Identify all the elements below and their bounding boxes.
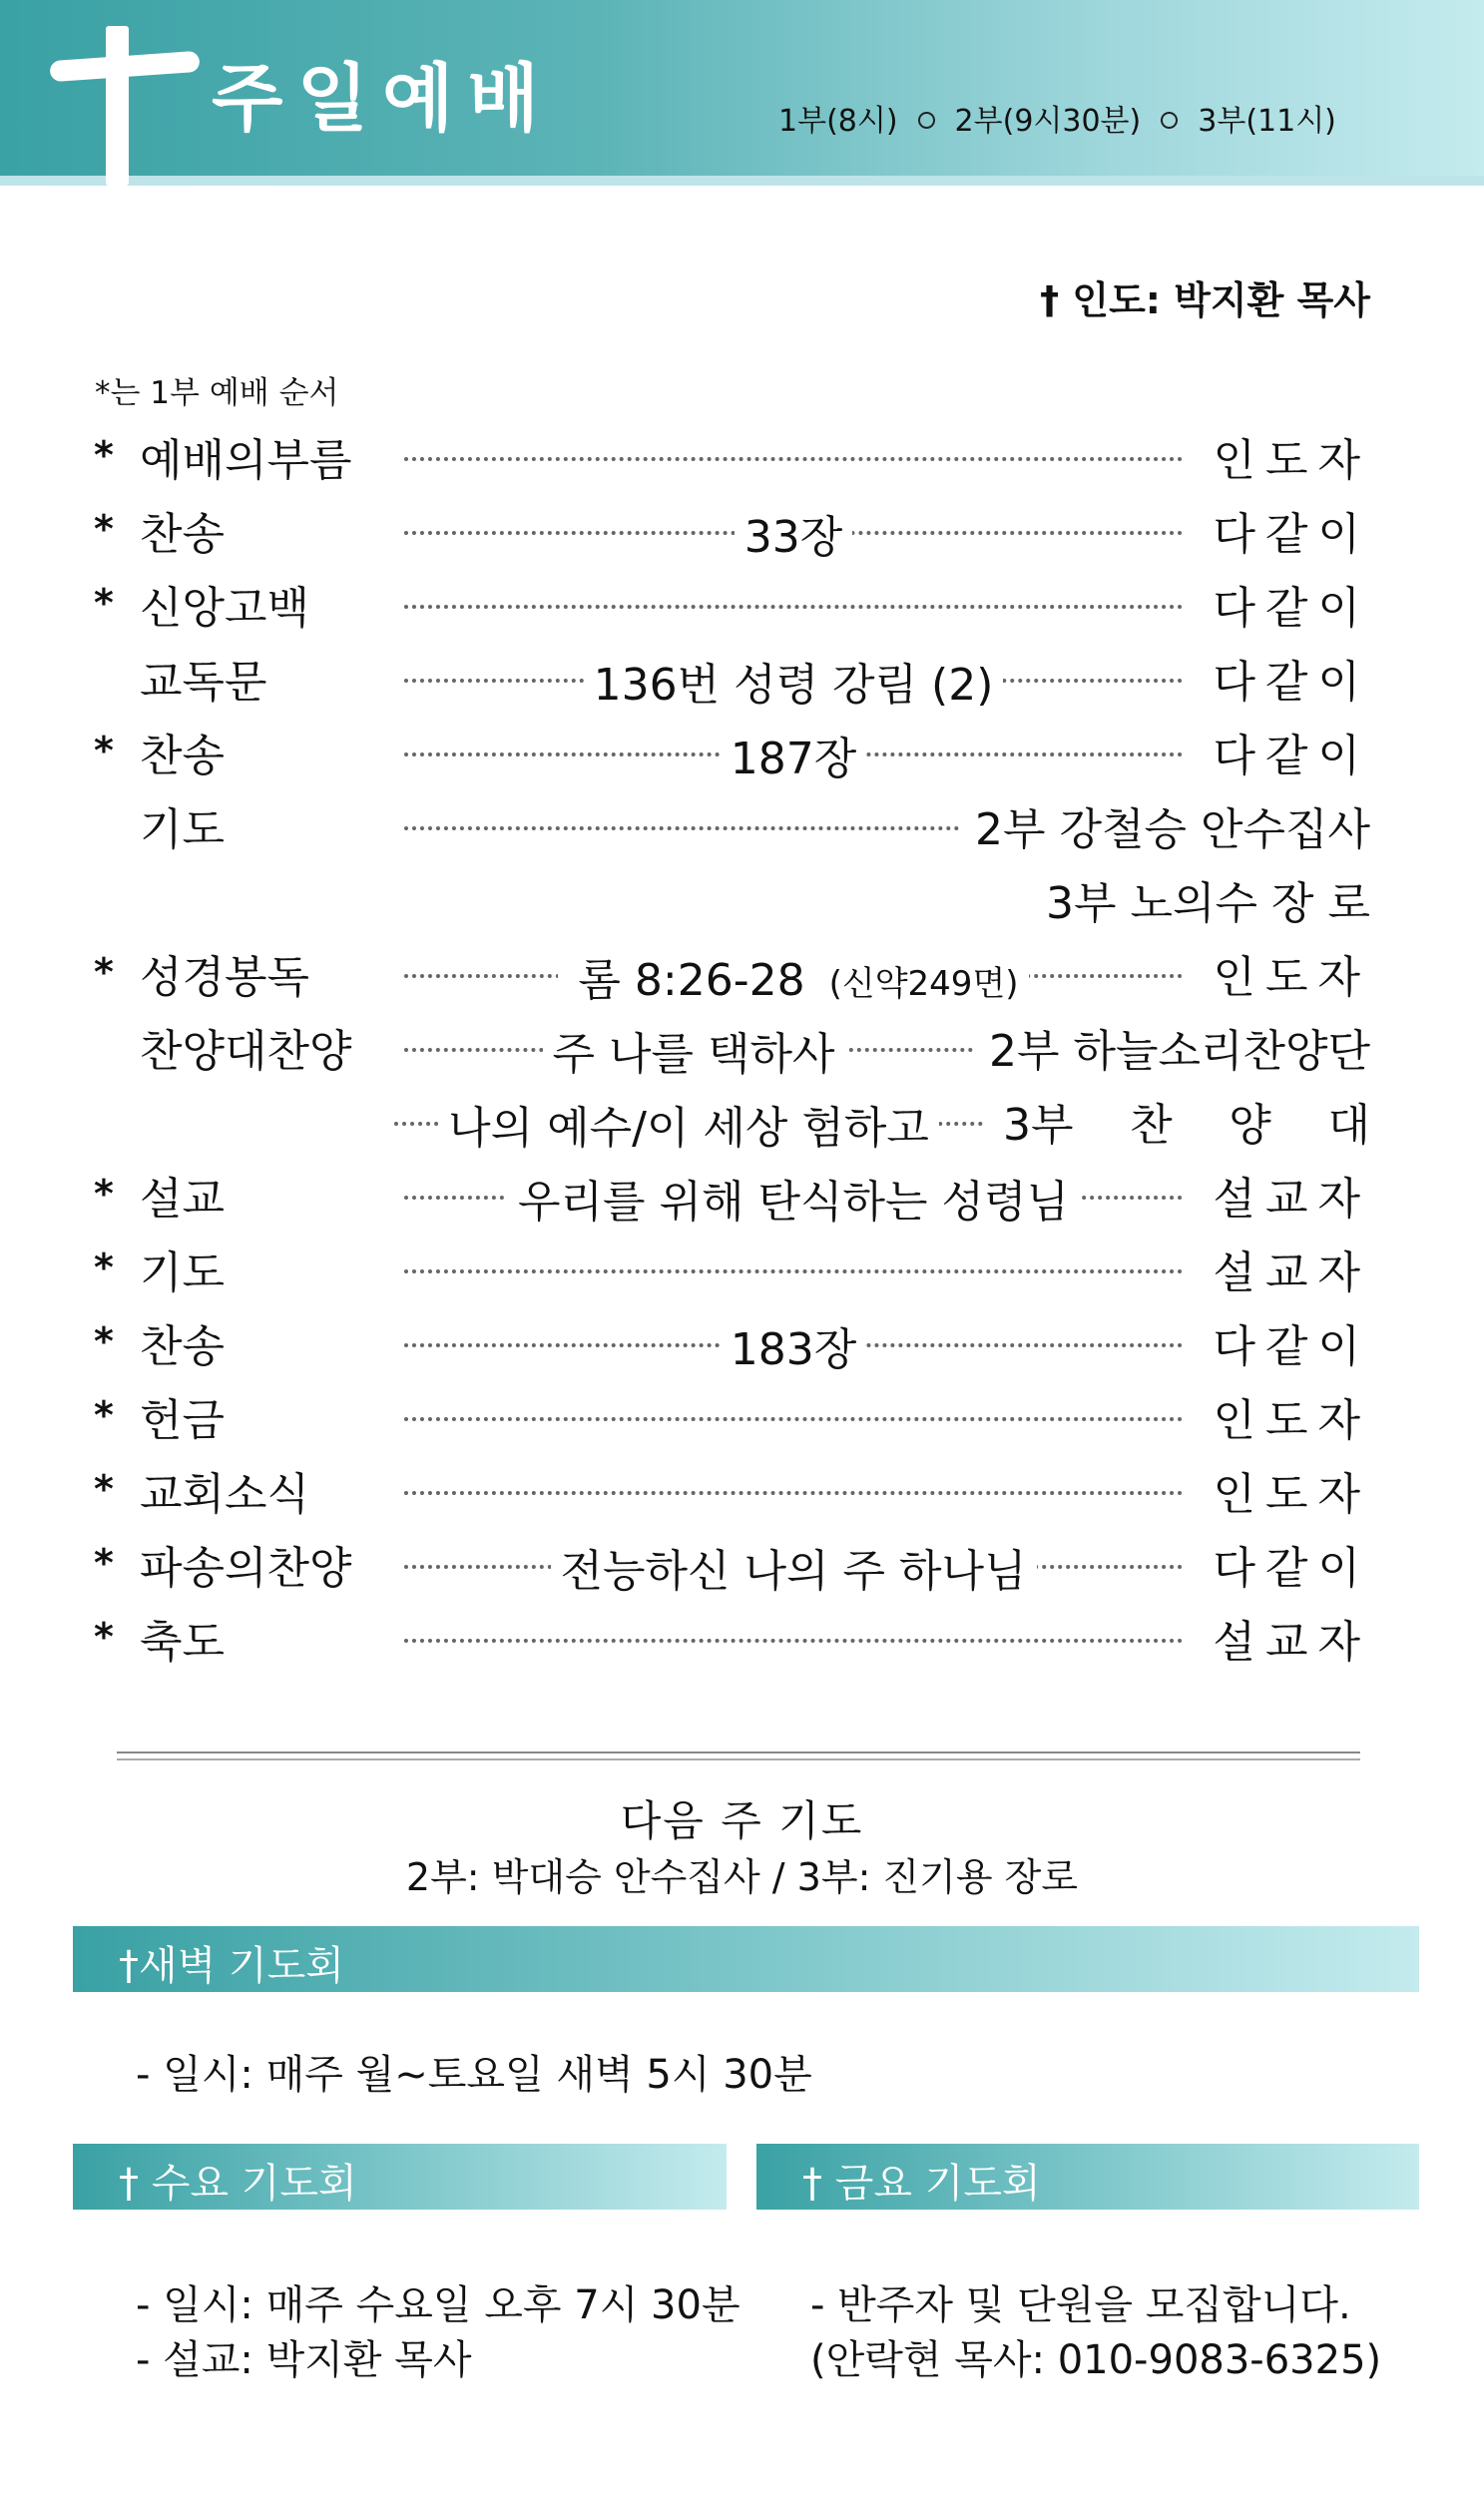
service-time-1: 1부(8시)	[778, 104, 898, 139]
first-service-marker: *	[94, 507, 114, 551]
order-detail	[404, 1018, 983, 1082]
order-detail	[404, 501, 1183, 565]
section-divider	[117, 1751, 1360, 1760]
order-responsible-part: 대	[1327, 1100, 1370, 1151]
order-item: 교회소식	[140, 1469, 310, 1520]
header-underline	[0, 176, 1484, 186]
first-service-marker: *	[94, 729, 114, 772]
order-item: 축도	[140, 1617, 226, 1668]
order-detail-text: 우리를 위해 탄식하는 성령님	[508, 1177, 1079, 1228]
order-detail	[404, 649, 1183, 713]
order-responsible: 3부 노의수 장 로	[1046, 878, 1370, 929]
order-row	[0, 1527, 1484, 1601]
order-item: 기도	[140, 804, 226, 855]
order-note: *는 1부 예배 순서	[95, 375, 339, 411]
service-time-3: 3부(11시)	[1198, 104, 1336, 139]
friday-prayer-banner	[756, 2144, 1419, 2210]
order-item: 성경봉독	[140, 952, 310, 1003]
first-service-marker: *	[94, 1467, 114, 1511]
order-item: 신앙고백	[140, 583, 310, 634]
first-service-marker: *	[94, 1615, 114, 1659]
order-row	[0, 567, 1484, 641]
order-item: 찬송	[140, 731, 226, 781]
circle-separator-icon	[918, 112, 935, 129]
order-row	[0, 1158, 1484, 1232]
order-row	[0, 1232, 1484, 1305]
order-row	[0, 788, 1484, 862]
order-detail	[404, 1166, 1183, 1230]
order-row	[0, 1305, 1484, 1379]
order-detail-text: 136번 성령 강림 (2)	[584, 660, 1004, 711]
order-responsible: 인도자	[1213, 1469, 1370, 1520]
order-detail-text: 183장	[721, 1324, 867, 1375]
order-responsible: 2부 강철승 안수집사	[975, 804, 1370, 855]
order-detail	[404, 723, 1183, 786]
first-service-marker: *	[94, 1319, 114, 1363]
next-prayer-title: 다음 주 기도	[620, 1796, 864, 1845]
order-detail	[404, 944, 1183, 1008]
friday-prayer-recruit: - 반주자 및 단원을 모집합니다.	[810, 2282, 1351, 2328]
first-service-marker: *	[94, 433, 114, 477]
order-detail-text: 나의 예수/이 세상 험하고	[438, 1103, 939, 1154]
order-row	[0, 641, 1484, 715]
order-row	[0, 1601, 1484, 1675]
first-service-marker: *	[94, 1172, 114, 1216]
dotted-leader	[404, 826, 959, 830]
wednesday-prayer-time: - 일시: 매주 수요일 오후 7시 30분	[136, 2282, 741, 2328]
order-item: 교독문	[140, 657, 267, 708]
order-responsible: 2부 하늘소리찬양단	[988, 1026, 1370, 1077]
order-responsible: 다같이	[1213, 509, 1370, 560]
dotted-leader	[404, 1639, 1183, 1643]
dawn-prayer-banner	[73, 1926, 1419, 1992]
circle-separator-icon	[1161, 112, 1178, 129]
order-detail	[404, 1535, 1183, 1599]
order-row	[0, 493, 1484, 567]
order-responsible: 설교자	[1213, 1617, 1370, 1668]
order-detail-text: 187장	[721, 734, 867, 784]
dawn-prayer-title: †새벽 기도회	[119, 1943, 344, 1989]
order-responsible-part: 양	[1229, 1100, 1271, 1151]
next-prayer-names: 2부: 박대승 안수집사 / 3부: 진기용 장로	[405, 1855, 1079, 1899]
order-row	[0, 1010, 1484, 1084]
order-row	[0, 1084, 1484, 1158]
order-item: 예배의부름	[140, 435, 352, 486]
order-responsible: 다같이	[1213, 1543, 1370, 1594]
first-service-marker: *	[94, 1246, 114, 1289]
order-responsible: 다같이	[1213, 583, 1370, 634]
service-time-2: 2부(9시30분)	[954, 104, 1142, 139]
order-responsible	[1003, 1089, 1370, 1153]
first-service-marker: *	[94, 950, 114, 994]
service-times	[778, 96, 1336, 140]
order-responsible: 인도자	[1213, 1395, 1370, 1446]
order-item: 기도	[140, 1248, 226, 1298]
order-row	[0, 1379, 1484, 1453]
order-detail	[404, 1313, 1183, 1377]
friday-prayer-title: † 금요 기도회	[802, 2161, 1041, 2207]
order-responsible: 설교자	[1213, 1174, 1370, 1225]
order-item: 찬양대찬양	[140, 1026, 352, 1077]
dotted-leader	[404, 605, 1183, 609]
page-title: 주일예배	[212, 56, 553, 142]
order-detail-text: 전능하신 나의 주 하나님	[551, 1546, 1037, 1597]
dotted-leader	[404, 1417, 1183, 1421]
first-service-marker: *	[94, 1393, 114, 1437]
order-row	[0, 419, 1484, 493]
order-detail	[394, 1092, 983, 1156]
wednesday-prayer-banner	[73, 2144, 727, 2210]
order-row	[0, 862, 1484, 936]
first-service-marker: *	[94, 1541, 114, 1585]
dotted-leader	[404, 457, 1183, 461]
order-item: 헌금	[140, 1395, 226, 1446]
order-detail-text: 주 나를 택하사	[543, 1029, 845, 1080]
dotted-leader	[404, 1269, 1183, 1273]
cross-icon	[106, 26, 129, 186]
order-item: 설교	[140, 1174, 226, 1225]
order-item: 찬송	[140, 1321, 226, 1372]
order-detail-text: 롬 8:26-28	[568, 955, 814, 1006]
dawn-prayer-time: - 일시: 매주 월~토요일 새벽 5시 30분	[136, 2052, 812, 2098]
order-responsible-part: 3부	[1003, 1100, 1074, 1151]
order-responsible: 다같이	[1213, 657, 1370, 708]
order-detail-page: (신약249면)	[828, 964, 1019, 1004]
order-responsible: 인도자	[1213, 952, 1370, 1003]
first-service-marker: *	[94, 581, 114, 625]
order-item: 파송의찬양	[140, 1543, 352, 1594]
order-responsible: 설교자	[1213, 1248, 1370, 1298]
dotted-leader	[404, 1491, 1183, 1495]
order-responsible: 인도자	[1213, 435, 1370, 486]
order-responsible-part: 찬	[1130, 1100, 1173, 1151]
order-detail-text: 33장	[735, 512, 853, 563]
friday-prayer-contact: (안락현 목사: 010-9083-6325)	[810, 2337, 1382, 2383]
order-responsible: 다같이	[1213, 731, 1370, 781]
wednesday-prayer-preacher: - 설교: 박지환 목사	[136, 2337, 472, 2383]
wednesday-prayer-title: † 수요 기도회	[119, 2161, 357, 2207]
service-leader: † 인도: 박지환 목사	[1040, 278, 1370, 322]
order-responsible: 다같이	[1213, 1321, 1370, 1372]
order-row	[0, 715, 1484, 788]
order-row	[0, 936, 1484, 1010]
order-item: 찬송	[140, 509, 226, 560]
order-row	[0, 1453, 1484, 1527]
